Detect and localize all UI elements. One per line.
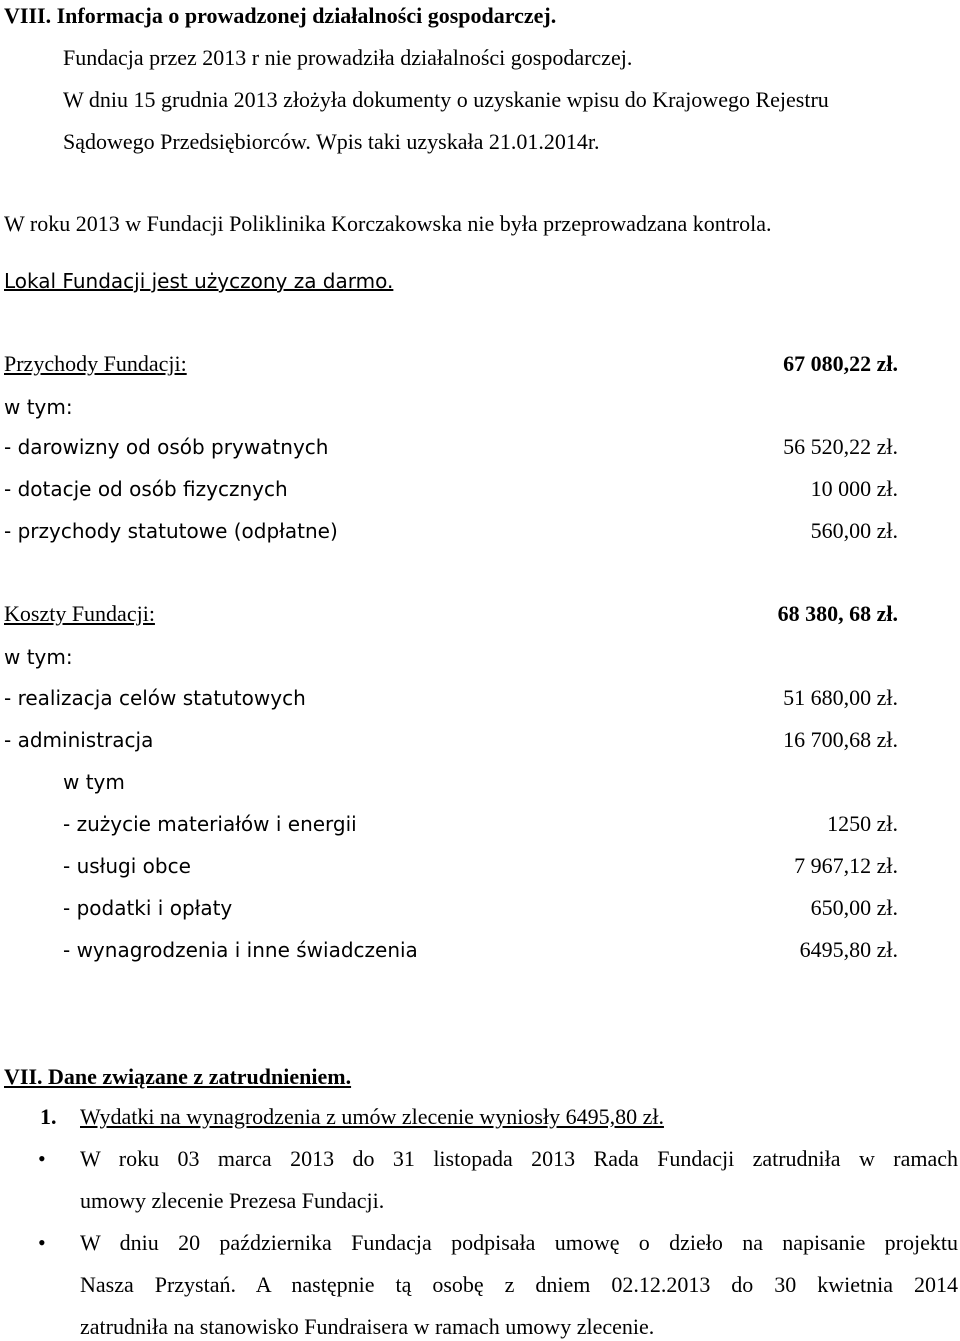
bullet-1-line-2: umowy zlecenie Prezesa Fundacji. xyxy=(80,1188,385,1213)
costs-sub-item-label: - zużycie materiałów i energii xyxy=(63,812,357,836)
section-8-paragraph-1: Fundacja przez 2013 r nie prowadziła działalności gospodarczej. xyxy=(63,45,633,70)
bullet-marker: • xyxy=(38,1230,46,1255)
section-8-paragraph-2-line-1: W dniu 15 grudnia 2013 złożyła dokumenty o uzyskanie wpisu do Krajowego Rejestru xyxy=(63,87,829,112)
list-item-text: Wydatki na wynagrodzenia z umów zlecenie wyniosły 6495,80 zł. xyxy=(80,1104,664,1129)
bullet-2-line-1: W dniu 20 października Fundacja podpisała umowę o dzieło na napisanie projektu xyxy=(80,1230,958,1255)
section-7-heading: VII. Dane związane z zatrudnieniem. xyxy=(4,1064,352,1089)
costs-sub-w-tym: w tym xyxy=(63,770,125,794)
bullet-2-line-3: zatrudniła na stanowisko Fundraisera w ramach umowy zlecenie. xyxy=(80,1314,655,1339)
costs-item-amount: 51 680,00 zł. xyxy=(783,685,898,710)
income-total: 67 080,22 zł. xyxy=(783,351,898,376)
costs-sub-item-amount: 6495,80 zł. xyxy=(799,937,898,962)
costs-sub-item-amount: 650,00 zł. xyxy=(810,895,898,920)
costs-item-label: - realizacja celów statutowych xyxy=(4,686,306,710)
list-item-number: 1. xyxy=(40,1104,57,1129)
costs-item-amount: 16 700,68 zł. xyxy=(783,727,898,752)
income-w-tym: w tym: xyxy=(4,395,73,419)
costs-w-tym: w tym: xyxy=(4,645,73,669)
income-item-amount: 56 520,22 zł. xyxy=(783,434,898,459)
income-item-label: - dotacje od osób fizycznych xyxy=(4,477,288,501)
income-item-amount: 560,00 zł. xyxy=(810,518,898,543)
costs-sub-item-amount: 7 967,12 zł. xyxy=(794,853,898,878)
lokal-statement: Lokal Fundacji jest użyczony za darmo. xyxy=(4,269,394,293)
income-item-label: - przychody statutowe (odpłatne) xyxy=(4,519,338,543)
costs-title: Koszty Fundacji: xyxy=(4,601,155,626)
costs-sub-item-label: - wynagrodzenia i inne świadczenia xyxy=(63,938,418,962)
bullet-marker: • xyxy=(38,1146,46,1171)
costs-sub-item-amount: 1250 zł. xyxy=(827,811,898,836)
costs-sub-item-label: - podatki i opłaty xyxy=(63,896,233,920)
costs-sub-item-label: - usługi obce xyxy=(63,854,191,878)
income-item-amount: 10 000 zł. xyxy=(810,476,898,501)
costs-total: 68 380, 68 zł. xyxy=(777,601,898,626)
bullet-1-line-1: W roku 03 marca 2013 do 31 listopada 2013 Rada Fundacji zatrudniła w ramach xyxy=(80,1146,958,1171)
costs-item-label: - administracja xyxy=(4,728,154,752)
income-title: Przychody Fundacji: xyxy=(4,351,187,376)
kontrola-statement: W roku 2013 w Fundacji Poliklinika Korczakowska nie była przeprowadzana kontrola. xyxy=(4,211,772,236)
income-item-label: - darowizny od osób prywatnych xyxy=(4,435,329,459)
bullet-2-line-2: Nasza Przystań. A następnie tą osobę z dniem 02.12.2013 do 30 kwietnia 2014 xyxy=(80,1272,958,1297)
section-8-heading: VIII. Informacja o prowadzonej działalności gospodarczej. xyxy=(4,3,557,28)
section-8-paragraph-2-line-2: Sądowego Przedsiębiorców. Wpis taki uzyskała 21.01.2014r. xyxy=(63,129,600,154)
